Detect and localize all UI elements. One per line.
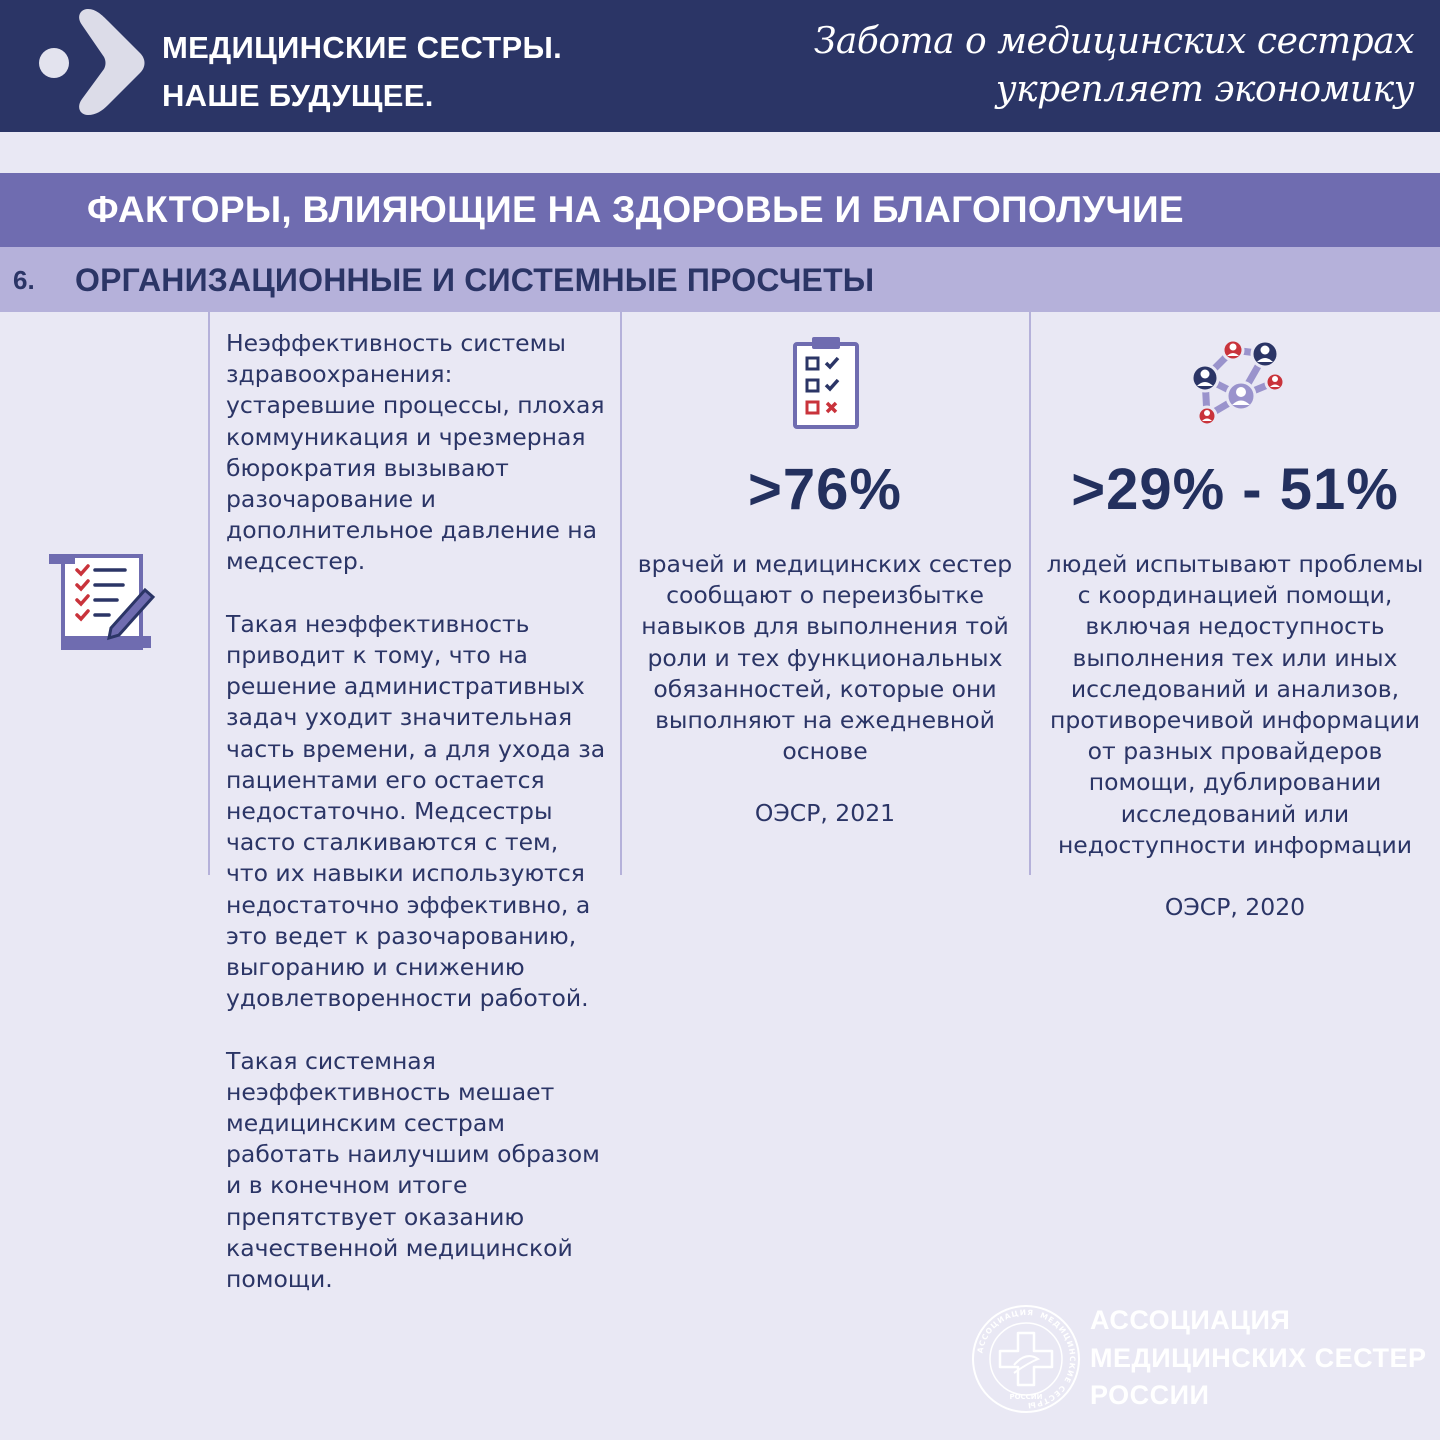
tagline xyxy=(814,18,1414,114)
section-title: ФАКТОРЫ, ВЛИЯЮЩИЕ НА ЗДОРОВЬЕ И БЛАГОПОЛУЧИЕ xyxy=(87,189,1184,230)
association-name-line-1: АССОЦИАЦИЯ xyxy=(1090,1305,1291,1335)
brand-name xyxy=(162,24,562,120)
stat-column xyxy=(630,456,1020,830)
stat-column xyxy=(1040,456,1430,923)
stat-description: людей испытывают проблемы с координацией помощи, включая недоступность выполнения тех или иных исследований и анализов, противоречивой информации от разных провайдеров помощи, дублировании исследований или недоступности информации xyxy=(1046,550,1424,859)
people-network-icon xyxy=(1183,336,1289,430)
body-paragraph: Неэффективность системы здравоохранения: устаревшие процессы, плохая коммуникация и чрезмерная бюрократия вызывают разочарование и дополнительное давление на медсестер. xyxy=(226,329,605,576)
subsection-number: 6. xyxy=(13,265,35,295)
stat-value: >29% - 51% xyxy=(1071,457,1399,522)
body-paragraph: Такая системная неэффективность мешает медицинским сестрам работать наилучшим образом и в конечном итоге препятствует оказанию качественной медицинской помощи. xyxy=(226,1046,600,1294)
seal-text-bottom: РОССИИ xyxy=(1009,1393,1043,1401)
stat-source: ОЭСР, 2021 xyxy=(754,799,896,828)
association-name-line-3: РОССИИ xyxy=(1090,1380,1210,1410)
svg-text:АССОЦИАЦИЯ xyxy=(975,1308,1034,1354)
association-name-line-2: МЕДИЦИНСКИХ СЕСТЕР xyxy=(1090,1342,1427,1373)
body-paragraph: Такая неэффективность приводит к тому, что на решение административных задач уходит значительная часть времени, а для ухода за пациентами его остается недостаточно. Медсестры часто сталкиваются с тем, что их навыки используются недостаточно эффективно, а это ведет к разочарованию, выгоранию и снижению удовлетворенности работой. xyxy=(226,609,606,1013)
brand-line-2: НАШЕ БУДУЩЕЕ. xyxy=(162,78,434,113)
association-seal-icon xyxy=(970,1303,1082,1415)
column-divider xyxy=(1029,312,1031,875)
stat-description: врачей и медицинских сестер сообщают о переизбытке навыков для выполнения той роли и тех функциональных обязанностей, которые они выполняют на ежедневной основе xyxy=(637,550,1013,766)
document-checklist-icon xyxy=(45,548,160,653)
brand-logo-icon xyxy=(30,5,150,120)
body-text xyxy=(226,328,606,1326)
subsection-title: ОРГАНИЗАЦИОННЫЕ И СИСТЕМНЫЕ ПРОСЧЕТЫ xyxy=(75,262,875,298)
brand-line-1: МЕДИЦИНСКИЕ СЕСТРЫ. xyxy=(162,30,563,65)
stat-value: >76% xyxy=(748,457,902,522)
subsection-band xyxy=(0,247,1440,312)
association-name xyxy=(1090,1302,1427,1415)
header-banner xyxy=(0,0,1440,132)
tagline-line-1: Забота о медицинских сестрах xyxy=(813,21,1414,62)
stat-source: ОЭСР, 2020 xyxy=(1164,893,1306,922)
section-title-band xyxy=(0,173,1440,247)
seal-text-side: АССОЦИАЦИЯ xyxy=(975,1307,1035,1354)
column-divider xyxy=(620,312,622,875)
seal-text-top: МЕДИЦИНСКИЕ СЕСТРЫ xyxy=(1026,1310,1078,1411)
column-divider xyxy=(208,312,210,875)
tagline-line-2: укрепляет экономику xyxy=(995,69,1414,110)
checklist-clipboard-icon xyxy=(792,336,860,430)
